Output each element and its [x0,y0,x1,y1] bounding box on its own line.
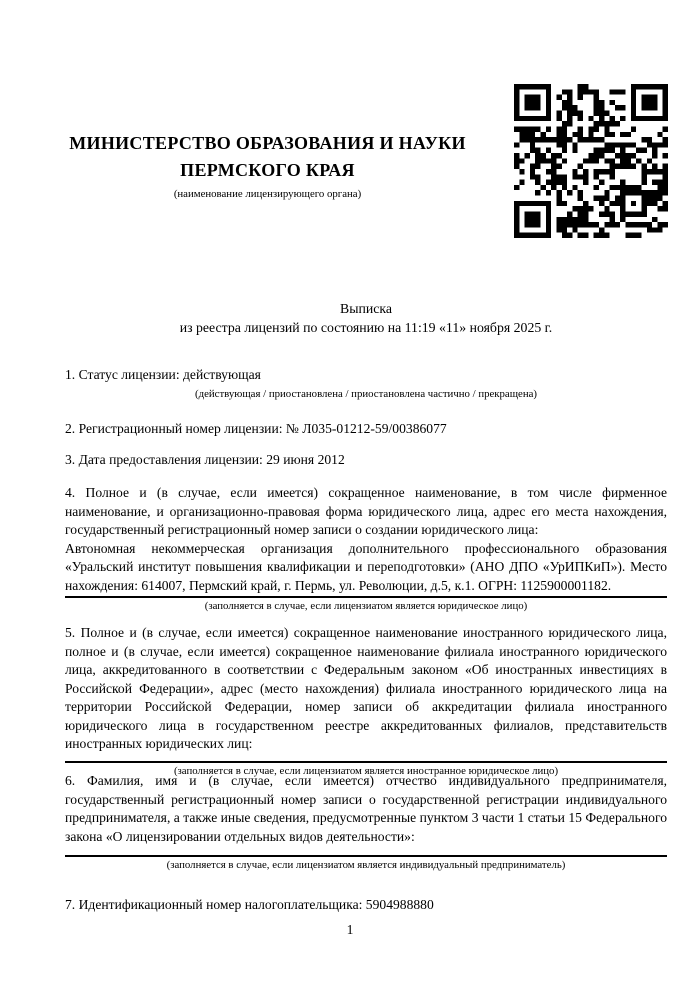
item-1-license-status [65,366,667,402]
item-5-foreign-entity [65,624,667,779]
issuer-name-line1: МИНИСТЕРСТВО ОБРАЗОВАНИЯ И НАУКИ [69,133,466,153]
item-1-text: 1. Статус лицензии: действующая [65,367,261,382]
document-title-line2: из реестра лицензий по состоянию на 11:19 «11» ноября 2025 г. [179,320,553,335]
item-6-note: (заполняется в случае, если лицензиатом является индивидуальный предприниматель) [166,859,566,871]
item-4-legal-entity [65,484,667,614]
item-4-label: 4. Полное и (в случае, если имеется) сокращенное наименование, в том числе фирменное наименование, и организационно-правовая форма юридического лица, адрес его места нахождения, государственный регистрационный номер записи о создании юридического лица: [65,485,667,537]
item-3-grant-date [65,451,667,470]
qr-code-icon [514,84,668,238]
item-4-value: Автономная некоммерческая организация дополнительного профессионального образования «Уральский институт повышения квалификации и переподготовки» (АНО ДПО «УрИПКиП»). Место нахождения: 614007, Пермский край, г. Пермь, ул. Революции, д.5, к.1. ОГРН: 1125900001182. [65,540,667,593]
document-title [65,299,667,337]
item-2-registration-number [65,420,667,439]
page-number: 1 [346,922,354,937]
issuer-name-line2: ПЕРМСКОГО КРАЯ [180,160,355,180]
item-3-text: 3. Дата предоставления лицензии: 29 июня 2012 [65,452,345,467]
item-5-label: 5. Полное и (в случае, если имеется) сокращенное наименование иностранного юридического лица, полное и (в случае, если имеется) сокращенное наименование филиала иностранного юридического лица, аккредитованного в соответствии с Федеральным законом «Об иностранных инвестициях в Российской Федерации», адрес (место нахождения) филиала иностранного юридического лица на территории Российской Федерации, номер записи об аккредитации филиала иностранного юридического лица в государственном реестре аккредитованных филиалов, представительств иностранных юридических лиц: [65,625,667,751]
item-4-note: (заполняется в случае, если лицензиатом является юридическое лицо) [204,600,528,612]
item-5-note: (заполняется в случае, если лицензиатом является иностранное юридическое лицо) [173,764,559,777]
item-5-underline [65,761,667,763]
issuer-note: (наименование лицензирующего органа) [173,188,362,200]
item-6-entrepreneur [65,772,667,873]
item-4-underline [65,596,667,598]
item-7-taxpayer-number [65,896,667,915]
item-6-label: 6. Фамилия, имя и (в случае, если имеется) отчество индивидуального предпринимателя, государственный регистрационный номер записи о государственной регистрации индивидуального предпринимателя, а также иные сведения, предусмотренные пунктом 3 части 1 статьи 15 Федерального закона «О лицензировании отдельных видов деятельности»: [65,773,667,844]
item-2-text: 2. Регистрационный номер лицензии: № Л035-01212-59/00386077 [65,421,447,436]
document-title-line1: Выписка [340,301,392,316]
item-6-underline [65,855,667,857]
item-1-note: (действующая / приостановлена / приостановлена частично / прекращена) [195,387,537,400]
issuer-header [40,130,495,201]
item-7-text: 7. Идентификационный номер налогоплательщика: 5904988880 [65,897,434,912]
